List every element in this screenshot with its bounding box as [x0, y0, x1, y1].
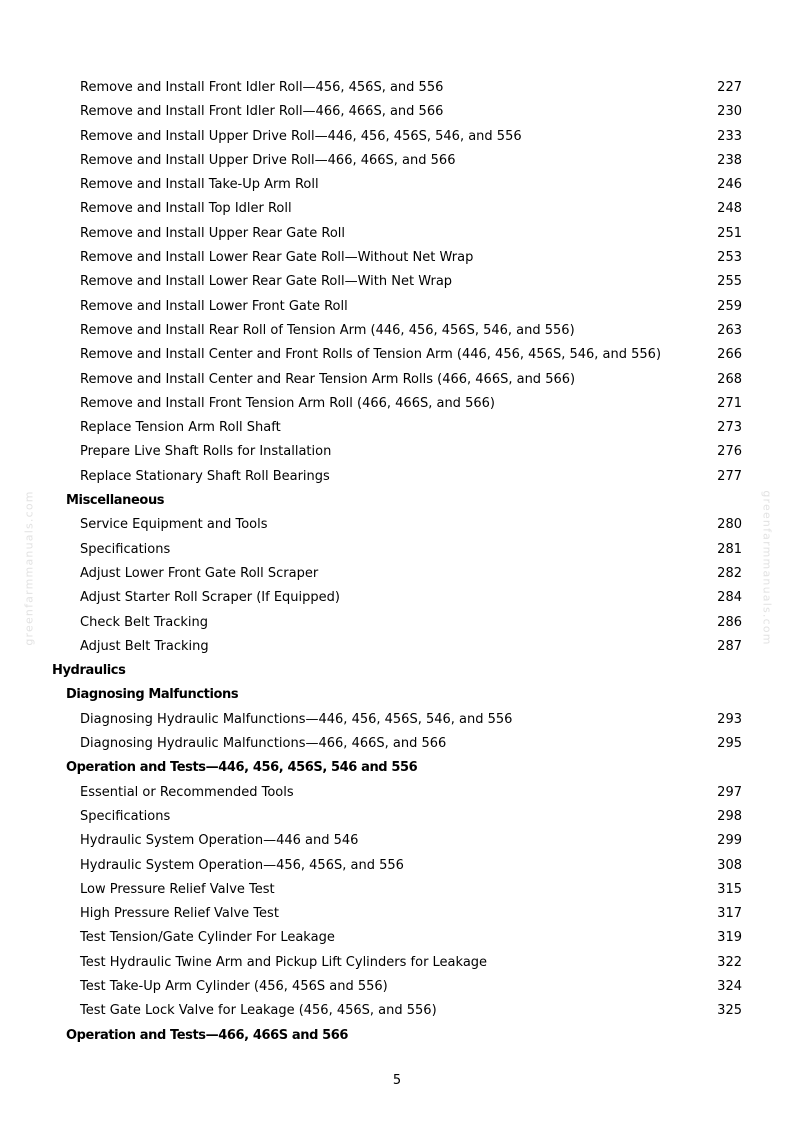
toc-entry-page: 251 — [717, 225, 742, 241]
toc-entry-title: Remove and Install Upper Drive Roll—446, 456, 456S, 546, and 556 — [80, 128, 522, 144]
toc-entry — [0, 270, 794, 294]
toc-entry-title: Hydraulic System Operation—446 and 546 — [80, 833, 359, 849]
toc-entry-title: Specifications — [80, 541, 171, 557]
toc-entry-title: Remove and Install Center and Rear Tension Arm Rolls (466, 466S, and 566) — [80, 371, 576, 387]
toc-entry-page: 255 — [717, 274, 742, 290]
toc-entry-title: Remove and Install Lower Rear Gate Roll—With Net Wrap — [80, 274, 453, 290]
toc-entry-title: Service Equipment and Tools — [80, 517, 268, 533]
toc-subsection-heading — [0, 756, 794, 780]
toc-entry-page: 299 — [717, 833, 742, 849]
toc-entry-page: 319 — [717, 930, 742, 946]
toc-entry-page: 277 — [717, 468, 742, 484]
toc-entry-title: Test Take-Up Arm Cylinder (456, 456S and 556) — [80, 978, 388, 994]
toc-entry-page: 322 — [717, 954, 742, 970]
toc-entry-title: Remove and Install Upper Drive Roll—466, 466S, and 566 — [80, 152, 456, 168]
toc-entry-page: 287 — [717, 638, 742, 654]
toc-entry-title: Remove and Install Lower Rear Gate Roll—Without Net Wrap — [80, 250, 474, 266]
toc-entry — [0, 392, 794, 416]
toc-entry-title: Hydraulics — [52, 663, 126, 679]
toc-entry — [0, 465, 794, 489]
toc-entry-page: 238 — [717, 152, 742, 168]
toc-entry — [0, 781, 794, 805]
toc-entry — [0, 951, 794, 975]
toc-entry-page: 230 — [717, 104, 742, 120]
toc-entry — [0, 319, 794, 343]
toc-entry-page: 266 — [717, 347, 742, 363]
toc-entry-title: Remove and Install Front Idler Roll—456, 456S, and 556 — [80, 80, 444, 95]
toc-entry — [0, 100, 794, 124]
toc-entry-title: Hydraulic System Operation—456, 456S, and 556 — [80, 857, 404, 873]
toc-entry-title: Operation and Tests—446, 456, 456S, 546 and 556 — [66, 760, 418, 776]
toc-entry — [0, 197, 794, 221]
toc-entry — [0, 926, 794, 950]
toc-entry — [0, 805, 794, 829]
toc-entry — [0, 999, 794, 1023]
toc-entry-page: 282 — [717, 565, 742, 581]
toc-entry — [0, 586, 794, 610]
toc-entry-page: 248 — [717, 201, 742, 217]
toc-entry-title: Prepare Live Shaft Rolls for Installation — [80, 444, 332, 460]
toc-subsection-heading — [0, 1024, 794, 1048]
toc-entry — [0, 611, 794, 635]
toc-entry — [0, 76, 794, 100]
toc-entry — [0, 854, 794, 878]
toc-entry — [0, 125, 794, 149]
toc-entry-title: Remove and Install Take-Up Arm Roll — [80, 177, 319, 193]
toc-entry-title: Diagnosing Hydraulic Malfunctions—446, 456, 456S, 546, and 556 — [80, 711, 513, 727]
toc-entry — [0, 635, 794, 659]
watermark-right: greenfarmmanuals.com — [760, 490, 774, 646]
toc-entry — [0, 513, 794, 537]
toc-entry-title: Adjust Lower Front Gate Roll Scraper — [80, 565, 319, 581]
toc-entry-title: Replace Tension Arm Roll Shaft — [80, 420, 281, 436]
toc-entry — [0, 222, 794, 246]
toc-entry-title: Test Hydraulic Twine Arm and Pickup Lift Cylinders for Leakage — [80, 954, 488, 970]
toc-entry-page: 308 — [717, 857, 742, 873]
watermark-left: greenfarmmanuals.com — [22, 490, 36, 646]
toc-entry-page: 298 — [717, 808, 742, 824]
toc-entry-title: Test Tension/Gate Cylinder For Leakage — [80, 930, 335, 946]
toc-entry-page: 317 — [717, 906, 742, 922]
toc-entry-page: 297 — [717, 784, 742, 800]
toc-entry-page: 324 — [717, 978, 742, 994]
toc-entry — [0, 975, 794, 999]
page-number: 5 — [392, 1073, 402, 1088]
toc-entry — [0, 295, 794, 319]
toc-subsection-heading — [0, 489, 794, 513]
toc-entry — [0, 368, 794, 392]
toc-entry-title: Remove and Install Center and Front Rolls of Tension Arm (446, 456, 456S, 546, and 556) — [80, 347, 662, 363]
toc-entry — [0, 440, 794, 464]
toc-entry-title: Remove and Install Front Tension Arm Roll (466, 466S, and 566) — [80, 395, 495, 411]
toc-entry-page: 253 — [717, 250, 742, 266]
toc-entry-title: Remove and Install Lower Front Gate Roll — [80, 298, 348, 314]
toc-entry-page: 284 — [717, 590, 742, 606]
toc-subsection-heading — [0, 683, 794, 707]
toc-entry-title: Adjust Belt Tracking — [80, 638, 209, 654]
toc-entry-page: 233 — [717, 128, 742, 144]
toc-entry-page: 281 — [717, 541, 742, 557]
toc-entry-page: 268 — [717, 371, 742, 387]
toc-entry-title: Specifications — [80, 808, 171, 824]
toc-entry-title: Check Belt Tracking — [80, 614, 209, 630]
toc-entry-title: Diagnosing Malfunctions — [66, 687, 239, 703]
toc-entry-title: Replace Stationary Shaft Roll Bearings — [80, 468, 330, 484]
toc-entry — [0, 878, 794, 902]
toc-entry-page: 280 — [717, 517, 742, 533]
toc-entry-page: 295 — [717, 736, 742, 752]
toc-entry — [0, 149, 794, 173]
toc-entry-page: 263 — [717, 322, 742, 338]
toc-entry-page: 325 — [717, 1003, 742, 1019]
toc-entry-title: Diagnosing Hydraulic Malfunctions—466, 466S, and 566 — [80, 736, 447, 752]
table-of-contents — [0, 76, 794, 1048]
toc-entry — [0, 416, 794, 440]
toc-entry-title: Test Gate Lock Valve for Leakage (456, 456S, and 556) — [80, 1003, 437, 1019]
toc-entry-title: Essential or Recommended Tools — [80, 784, 294, 800]
toc-entry-title: Low Pressure Relief Valve Test — [80, 881, 275, 897]
toc-entry — [0, 343, 794, 367]
toc-entry-page: 276 — [717, 444, 742, 460]
toc-entry — [0, 732, 794, 756]
toc-entry-page: 286 — [717, 614, 742, 630]
toc-entry-page: 259 — [717, 298, 742, 314]
toc-entry — [0, 562, 794, 586]
toc-entry-title: Operation and Tests—466, 466S and 566 — [66, 1027, 349, 1043]
toc-entry-page: 273 — [717, 420, 742, 436]
toc-entry-page: 293 — [717, 711, 742, 727]
toc-entry — [0, 902, 794, 926]
toc-entry-page: 271 — [717, 395, 742, 411]
toc-section-heading — [0, 659, 794, 683]
toc-entry — [0, 708, 794, 732]
toc-entry-page: 227 — [717, 80, 742, 95]
toc-entry — [0, 246, 794, 270]
toc-entry-title: High Pressure Relief Valve Test — [80, 906, 279, 922]
toc-entry-title: Adjust Starter Roll Scraper (If Equipped) — [80, 590, 340, 606]
toc-entry-page: 315 — [717, 881, 742, 897]
toc-entry — [0, 538, 794, 562]
toc-entry-title: Miscellaneous — [66, 493, 165, 509]
toc-entry — [0, 829, 794, 853]
toc-entry-title: Remove and Install Front Idler Roll—466, 466S, and 566 — [80, 104, 444, 120]
toc-entry-page: 246 — [717, 177, 742, 193]
toc-entry-title: Remove and Install Upper Rear Gate Roll — [80, 225, 346, 241]
toc-entry — [0, 173, 794, 197]
toc-entry-title: Remove and Install Rear Roll of Tension Arm (446, 456, 456S, 546, and 556) — [80, 322, 575, 338]
toc-entry-title: Remove and Install Top Idler Roll — [80, 201, 292, 217]
